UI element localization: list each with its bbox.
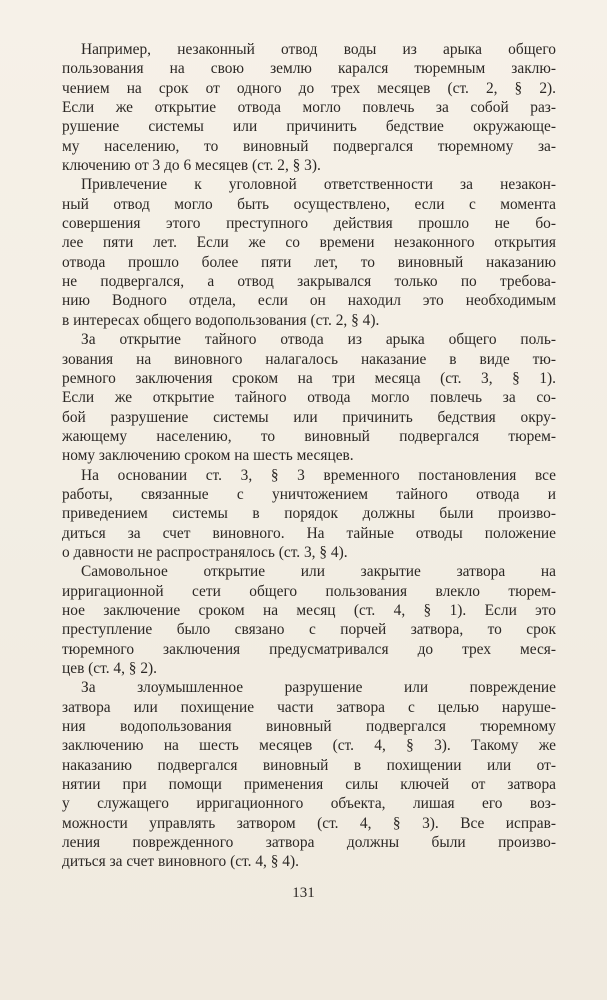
text-line: Если же открытие отвода могло повлечь за собой раз- [62, 99, 556, 117]
text-line: За злоумышленное разрушение или повреждение [81, 679, 556, 697]
text-line: ремного заключения сроком на три месяца (ст. 3, § 1). [62, 369, 556, 387]
text-line: ключению от 3 до 6 месяцев (ст. 2, § 3). [62, 157, 321, 175]
body-text [62, 40, 556, 872]
text-line: На основании ст. 3, § 3 временного постановления все [81, 466, 556, 484]
text-line: диться за счет виновного (ст. 4, § 4). [62, 853, 299, 871]
text-line: наказанию подвергался виновный в похищении или от- [62, 756, 556, 774]
text-line: тюремного заключения предусматривался до трех меся- [62, 640, 556, 658]
text-line: пользования на свою землю карался тюремным заклю- [62, 60, 556, 78]
text-line: лее пяти лет. Если же со времени незаконного открытия [62, 234, 556, 252]
text-line: бой разрушение системы или причинить бедствия окру- [62, 408, 556, 426]
text-line: му населению, то виновный подвергался тюремному за- [62, 137, 556, 155]
text-line: преступление было связано с порчей затвора, то срок [62, 621, 556, 639]
text-line: заключению на шесть месяцев (ст. 4, § 3). Такому же [62, 737, 556, 755]
text-line: ное заключение сроком на месяц (ст. 4, § 1). Если это [62, 601, 556, 619]
text-line: нятии при помощи применения силы ключей от затвора [62, 776, 556, 794]
text-line: чением на срок от одного до трех месяцев (ст. 2, § 2). [62, 79, 556, 97]
text-line: За открытие тайного отвода из арыка общего поль- [81, 331, 556, 349]
text-line: ирригационной сети общего пользования влекло тюрем- [62, 582, 556, 600]
text-line: Если же открытие тайного отвода могло повлечь за со- [62, 389, 556, 407]
text-line: отвода прошло более пяти лет, то виновный наказанию [62, 253, 556, 271]
text-line: затвора или похищение части затвора с целью наруше- [62, 698, 556, 716]
text-line: Самовольное открытие или закрытие затвора на [81, 563, 556, 581]
text-line: ния водопользования виновный подвергался тюремному [62, 718, 556, 736]
text-line: в интересах общего водопользования (ст. 2, § 4). [62, 311, 380, 329]
text-line: совершения этого преступного действия прошло не бо- [62, 215, 556, 233]
text-line: Например, незаконный отвод воды из арыка общего [81, 41, 556, 58]
text-line: нию Водного отдела, если он находил это необходимым [62, 292, 556, 310]
text-line: приведением системы в порядок должны были произво- [62, 505, 556, 523]
text-line: зования на виновного налагалось наказание в виде тю- [62, 350, 556, 368]
paragraph [62, 175, 556, 330]
text-line: можности управлять затвором (ст. 4, § 3). Все исправ- [62, 814, 556, 832]
text-line: о давности не распространялось (ст. 3, § 4). [62, 543, 348, 561]
paragraph [62, 562, 556, 678]
text-line: рушение системы или причинить бедствие окружающе- [62, 118, 556, 136]
text-line: Привлечение к уголовной ответственности за незакон- [81, 176, 556, 194]
paragraph [62, 330, 556, 465]
text-line: у служащего ирригационного объекта, лишая его воз- [62, 795, 556, 813]
text-line: ный отвод могло быть осуществлено, если с момента [62, 195, 556, 213]
text-line: работы, связанные с уничтожением тайного отвода и [62, 485, 556, 503]
text-line: ному заключению сроком на шесть месяцев. [62, 447, 354, 465]
text-line: жающему населению, то виновный подвергался тюрем- [62, 427, 556, 445]
paragraph [62, 466, 556, 563]
paragraph [62, 40, 556, 175]
text-line: не подвергался, а отвод закрывался только по требова- [62, 273, 556, 291]
page-number: 131 [292, 885, 315, 901]
text-line: цев (ст. 4, § 2). [62, 660, 158, 677]
paragraph [62, 678, 556, 871]
text-line: ления поврежденного затвора должны были произво- [62, 834, 556, 852]
text-line: диться за счет виновного. На тайные отводы положение [62, 524, 556, 542]
